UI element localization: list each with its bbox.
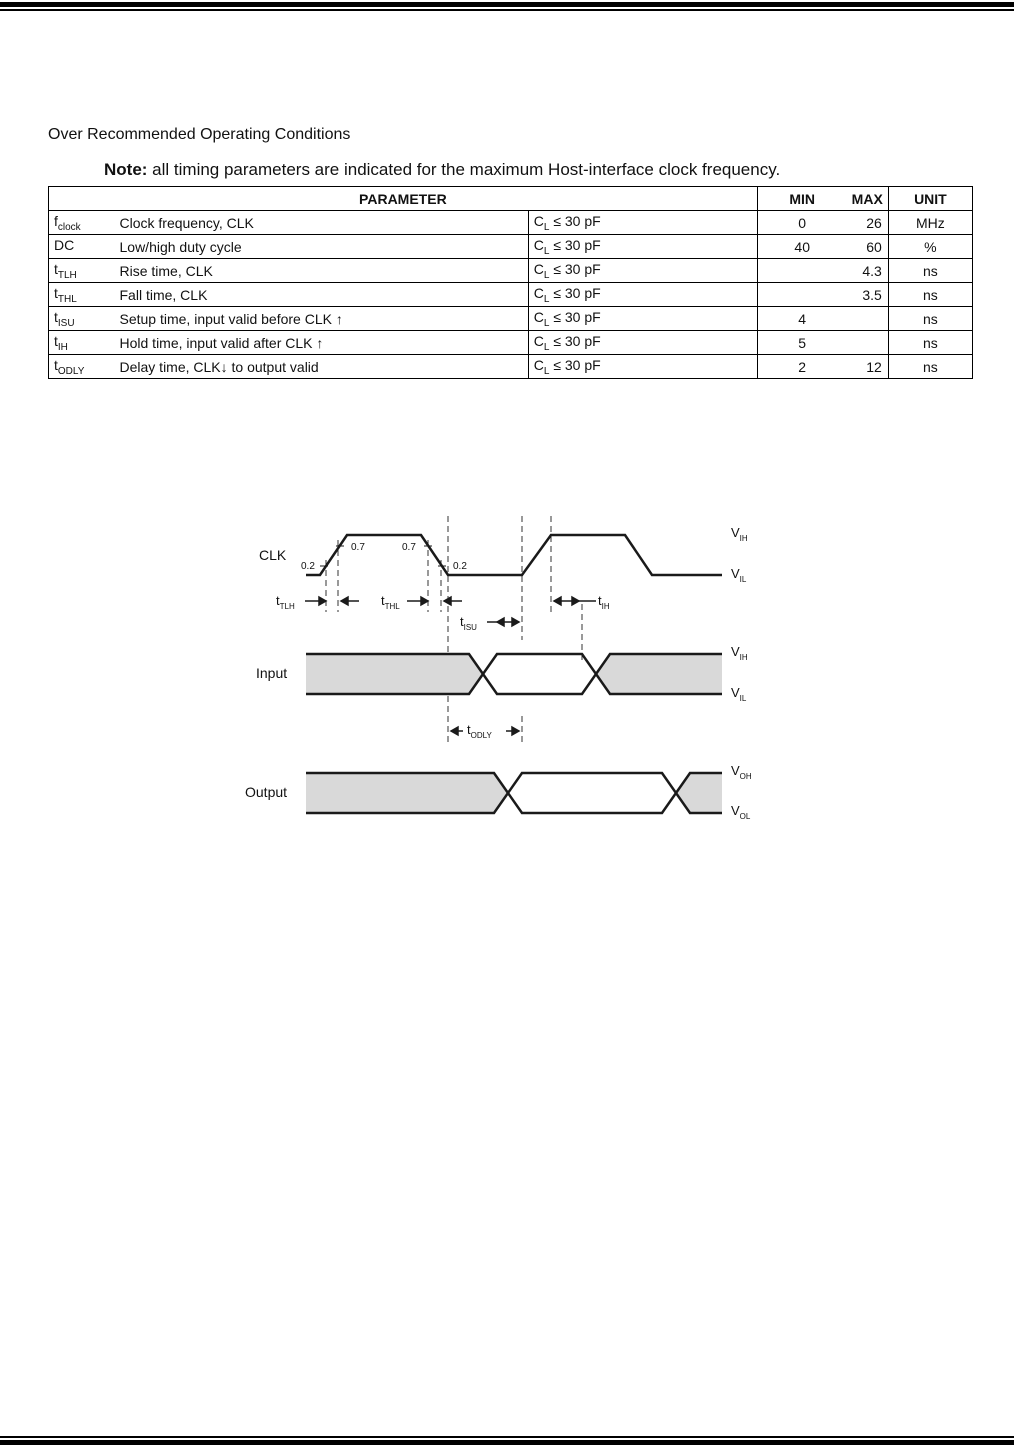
threshold-low-right: 0.2 <box>453 561 467 572</box>
param-unit: ns <box>888 259 972 283</box>
input-vil-label: $V_{IL}$ <box>731 685 747 703</box>
param-min: 2 <box>757 355 846 379</box>
symbol-subscript: ODLY <box>57 365 85 377</box>
thl-label: $t_{THL}$ <box>381 593 400 611</box>
header-parameter: PARAMETER <box>49 187 758 211</box>
param-max: 26 <box>847 211 889 235</box>
condition-base: C <box>533 236 544 253</box>
condition-subscript: L <box>543 341 550 353</box>
condition-value: ≤ 30 pF <box>549 212 601 229</box>
isu-label: $t_{ISU}$ <box>460 614 477 632</box>
symbol-base: DC <box>54 236 75 253</box>
param-max: 3.5 <box>847 283 889 307</box>
param-unit: ns <box>888 331 972 355</box>
condition-value: ≤ 30 pF <box>549 284 601 301</box>
note-label: Note: <box>104 160 148 179</box>
param-description: Clock frequency, CLK <box>115 211 529 235</box>
param-unit: ns <box>888 355 972 379</box>
header-min: MIN <box>757 187 846 211</box>
param-description: Hold time, input valid after CLK ↑ <box>115 331 529 355</box>
condition-value: ≤ 30 pF <box>549 260 601 277</box>
tlh-label: $t_{TLH}$ <box>276 593 295 611</box>
symbol-base: f <box>54 212 58 229</box>
symbol-base: t <box>54 284 58 301</box>
threshold-high-left: 0.7 <box>351 542 365 553</box>
param-min: 40 <box>757 235 846 259</box>
condition-subscript: L <box>543 269 550 281</box>
condition-value: ≤ 30 pF <box>549 332 601 349</box>
param-description: Fall time, CLK <box>115 283 529 307</box>
condition-value: ≤ 30 pF <box>549 308 601 325</box>
condition-value: ≤ 30 pF <box>549 356 601 373</box>
output-invalid-region-2 <box>676 773 722 813</box>
param-unit: ns <box>888 307 972 331</box>
condition-subscript: L <box>543 221 550 233</box>
ih-label: $t_{IH}$ <box>598 593 610 611</box>
operating-conditions-heading: Over Recommended Operating Conditions <box>48 126 351 143</box>
note-text: all timing parameters are indicated for the maximum Host-interface clock frequency. <box>147 160 781 179</box>
condition-subscript: L <box>543 293 550 305</box>
param-unit: ns <box>888 283 972 307</box>
output-voh-label: $V_{OH}$ <box>731 763 752 781</box>
clk-vih-label: $V_{IH}$ <box>731 525 748 543</box>
param-description: Delay time, CLK↓ to output valid <box>115 355 529 379</box>
output-invalid-region-1 <box>306 773 508 813</box>
symbol-base: t <box>54 308 58 325</box>
param-unit: % <box>888 235 972 259</box>
header-unit: UNIT <box>888 187 972 211</box>
input-invalid-region-2 <box>596 654 722 694</box>
symbol-base: t <box>54 260 58 277</box>
condition-base: C <box>533 308 544 325</box>
symbol-base: t <box>54 356 58 373</box>
threshold-low-left: 0.2 <box>301 561 315 572</box>
symbol-subscript: TLH <box>57 269 77 281</box>
symbol-base: t <box>54 332 58 349</box>
param-min: 0 <box>757 211 846 235</box>
param-description: Low/high duty cycle <box>115 235 529 259</box>
input-label: Input <box>256 665 288 681</box>
clk-vil-label: $V_{IL}$ <box>731 566 747 584</box>
output-label: Output <box>245 784 288 800</box>
param-min: 5 <box>757 331 846 355</box>
condition-base: C <box>533 356 544 373</box>
clk-waveform <box>306 535 722 575</box>
condition-subscript: L <box>543 245 550 257</box>
condition-base: C <box>533 212 544 229</box>
condition-subscript: L <box>543 317 550 329</box>
symbol-subscript: clock <box>57 221 81 233</box>
condition-value: ≤ 30 pF <box>549 236 601 253</box>
header-max: MAX <box>847 187 889 211</box>
clk-label: CLK <box>259 547 287 563</box>
param-max: 4.3 <box>847 259 889 283</box>
param-min: 4 <box>757 307 846 331</box>
threshold-high-right: 0.7 <box>402 542 416 553</box>
condition-subscript: L <box>543 365 550 377</box>
param-description: Setup time, input valid before CLK ↑ <box>115 307 529 331</box>
param-description: Rise time, CLK <box>115 259 529 283</box>
param-max: 12 <box>847 355 889 379</box>
input-vih-label: $V_{IH}$ <box>731 644 748 662</box>
input-invalid-region-1 <box>306 654 483 694</box>
condition-base: C <box>533 284 544 301</box>
output-vol-label: $V_{OL}$ <box>731 803 751 821</box>
odly-label: $t_{ODLY}$ <box>467 722 492 740</box>
symbol-subscript: IH <box>57 341 68 353</box>
condition-base: C <box>533 332 544 349</box>
condition-base: C <box>533 260 544 277</box>
param-unit: MHz <box>888 211 972 235</box>
symbol-subscript: ISU <box>57 317 75 329</box>
symbol-subscript: THL <box>57 293 77 305</box>
param-max: 60 <box>847 235 889 259</box>
